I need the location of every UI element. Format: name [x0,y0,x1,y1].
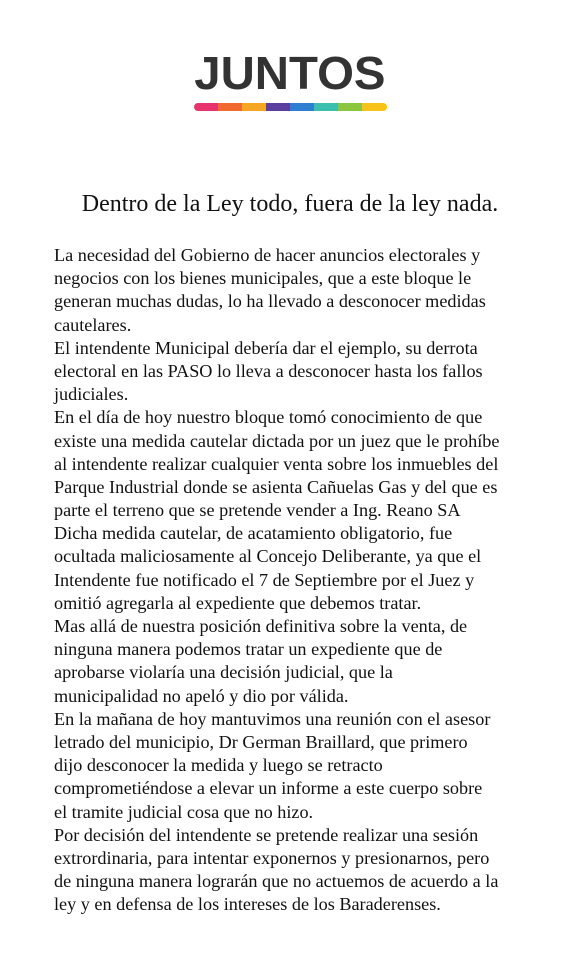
document-title: Dentro de la Ley todo, fuera de la ley nada. [81,191,499,217]
body-line: dijo desconocer la medida y luego se retracto [54,755,383,776]
logo-wordmark: JUNTOS [194,47,386,99]
body-line: El intendente Municipal debería dar el ejemplo, su derrota [54,337,478,358]
body-line: Mas allá de nuestra posición definitiva sobre la venta, de [54,616,468,636]
body-line: Parque Industrial donde se asienta Cañuelas Gas y del que es [54,476,498,497]
stripe-segment [218,103,242,111]
stripe-segment [314,103,338,111]
stripe-segment [194,103,218,111]
body-line: extrordinaria, para intentar exponernos y presionarnos, pero [54,847,490,868]
body-line: Intendente fue notificado el 7 de Septiembre por el Juez y [54,569,475,590]
stripe-segment [242,103,266,111]
body-line: ninguna manera podemos tratar un expediente que de [54,639,443,660]
stripe-segment [290,103,314,111]
body-line: existe una medida cautelar dictada por un juez que le prohíbe [54,430,500,451]
body-line: En la mañana de hoy mantuvimos una reunión con el asesor [54,708,491,729]
body-line: al intendente realizar cualquier venta sobre los inmuebles del [54,453,499,474]
juntos-logo [0,47,580,111]
body-line: judiciales. [54,384,129,405]
body-line: electoral en las PASO lo lleva a desconocer hasta los fallos [54,360,483,381]
body-line: letrado del municipio, Dr German Braillard, que primero [54,731,468,752]
body-line: ocultada maliciosamente al Concejo Deliberante, ya que el [54,546,482,567]
stripe-segment [362,103,386,111]
body-line: negocios con los bienes municipales, que a este bloque le [54,268,472,289]
document-body [54,244,554,916]
body-line: La necesidad del Gobierno de hacer anuncios electorales y [54,245,481,265]
body-line: de ninguna manera lograrán que no actuemos de acuerdo a la [54,871,499,892]
body-line: cautelares. [54,314,132,335]
stripe-segment [266,103,290,111]
body-line: En el día de hoy nuestro bloque tomó conocimiento de que [54,407,483,428]
logo-color-stripe [194,103,387,111]
body-line: aprobarse violaría una decisión judicial, que la [54,662,393,683]
body-line: comprometiéndose a elevar un informe a este cuerpo sobre [54,778,483,799]
body-line: omitió agregarla al expediente que debemos tratar. [54,592,422,613]
body-line: municipalidad no apeló y dio por válida. [54,685,349,706]
body-line: generan muchas dudas, lo ha llevado a desconocer medidas [54,291,486,312]
body-line: el tramite judicial cosa que no hizo. [54,801,314,822]
body-line: parte el terreno que se pretende vender a Ing. Reano SA [54,500,461,521]
body-line: Por decisión del intendente se pretende realizar una sesión [54,824,479,845]
body-line: Dicha medida cautelar, de acatamiento obligatorio, fue [54,523,453,544]
stripe-segment [338,103,362,111]
body-line: ley y en defensa de los intereses de los Baraderenses. [54,894,441,915]
